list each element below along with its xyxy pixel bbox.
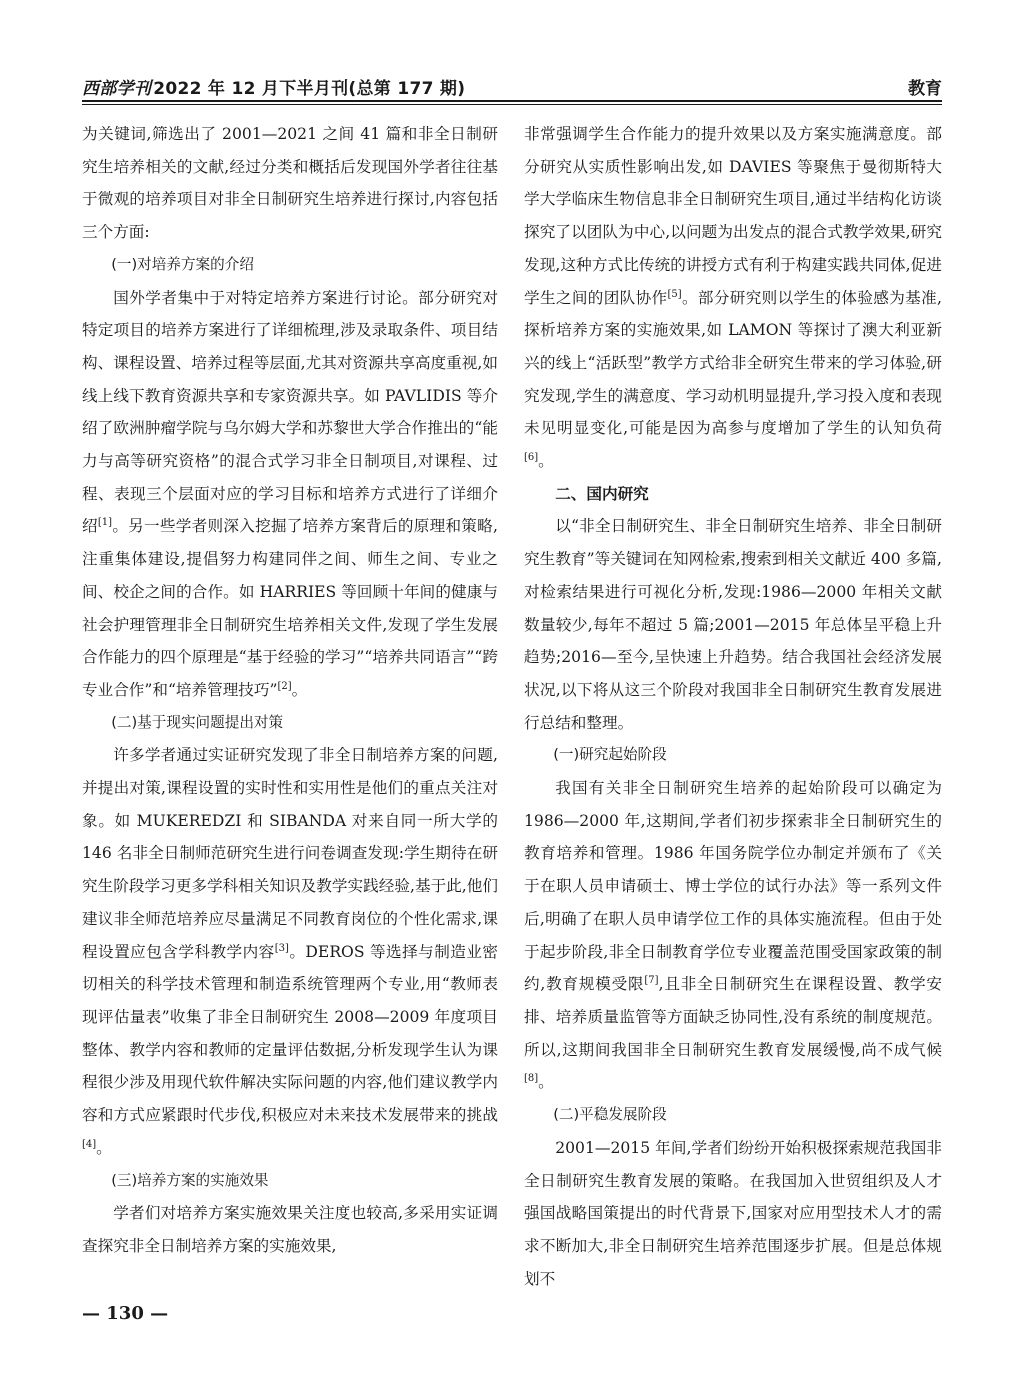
header-rule-thin <box>82 104 942 105</box>
paragraph: 学者们对培养方案实施效果关注度也较高,多采用实证调查探究非全日制培养方案的实施效果, <box>82 1204 498 1255</box>
journal-issue <box>82 74 465 99</box>
paragraph: 许多学者通过实证研究发现了非全日制培养方案的问题,并提出对策,课程设置的实时性和实用性是他们的重点关注对象。如 MUKEREDZI 和 SIBANDA 对来自同一所大学的 146 名非全日制师范研究生进行问卷调查发现:学生期待在研究生阶段学习更多学科相关知识及教学实践经验,基于此,他们建议非全师范培养应尽量满足不同教育岗位的个性化需求,课程设置应包含学科教学内容[3]。DEROS 等选择与制造业密切相关的科学技术管理和制造系统管理两个专业,用“教师表现评估量表”收集了非全日制研究生 2008—2009 年度项目整体、教学内容和教师的定量评估数据,分析发现学生认为课程很少涉及用现代软件解决实际问题的内容,他们建议教学内容和方式应紧跟时代步伐,积极应对未来技术发展带来的挑战[4]。 <box>82 746 498 1157</box>
page-number: — 130 — <box>82 1303 169 1324</box>
paragraph: 2001—2015 年间,学者们纷纷开始积极探索规范我国非全日制研究生教育发展的策略。在我国加入世贸组织及人才强国战略国策提出的时代背景下,国家对应用型技术人才的需求不断加大,非全日制研究生培养范围逐步扩展。但是总体规划不 <box>524 1138 942 1288</box>
paragraph: 非常强调学生合作能力的提升效果以及方案实施满意度。部分研究从实质性影响出发,如 DAVIES 等聚焦于曼彻斯特大学大学临床生物信息非全日制研究生项目,通过半结构化访谈探究了以团队为中心,以问题为出发点的混合式教学效果,研究发现,这种方式比传统的讲授方式有利于构建实践共同体,促进学生之间的团队协作[5]。部分研究则以学生的体验感为基准,探析培养方案的实施效果,如 LAMON 等探讨了澳大利亚新兴的线上“活跃型”教学方式给非全研究生带来的学习体验,研究发现,学生的满意度、学习动机明显提升,学习投入度和表现未见明显变化,可能是因为高参与度增加了学生的认知负荷[6]。 <box>524 125 942 471</box>
citation: [6] <box>524 451 539 463</box>
header-rule <box>82 100 942 102</box>
section-heading: 二、国内研究 <box>555 484 649 503</box>
subheading: (二)平稳发展阶段 <box>553 1106 667 1124</box>
subheading: (二)基于现实问题提出对策 <box>111 713 284 731</box>
paragraph: 为关键词,筛选出了 2001—2021 之间 41 篇和非全日制研究生培养相关的文献,经过分类和概括后发现国外学者往往基于微观的培养项目对非全日制研究生培养进行探讨,内容包括三个方面: <box>82 125 498 242</box>
right-column <box>524 118 942 1295</box>
paragraph: 以“非全日制研究生、非全日制研究生培养、非全日制研究生教育”等关键词在知网检索,搜索到相关文献近 400 多篇,对检索结果进行可视化分析,发现:1986—2000 年相关文献数量较少,每年不超过 5 篇;2001—2015 年总体呈平稳上升趋势;2016—至今,呈快速上升趋势。结合我国社会经济发展状况,以下将从这三个阶段对我国非全日制研究生教育发展进行总结和整理。 <box>524 517 942 732</box>
issue-text: 2022 年 12 月下半月刊(总第 177 期) <box>153 79 466 99</box>
citation: [3] <box>274 942 289 954</box>
subheading: (一)研究起始阶段 <box>553 746 667 764</box>
paragraph: 我国有关非全日制研究生培养的起始阶段可以确定为 1986—2000 年,这期间,学者们初步探索非全日制研究生的教育培养和管理。1986 年国务院学位办制定并颁布了《关于在职人员申请硕士、博士学位的试行办法》等一系列文件后,明确了在职人员申请学位工作的具体实施流程。但由于处于起步阶段,非全日制教育学位专业覆盖范围受国家政策的制约,教育规模受限[7],且非全日制研究生在课程设置、教学安排、培养质量监管等方面缺乏协同性,没有系统的制度规范。所以,这期间我国非全日制研究生教育发展缓慢,尚不成气候[8]。 <box>524 779 942 1092</box>
citation: [1] <box>97 517 113 529</box>
citation: [5] <box>667 288 682 300</box>
citation: [7] <box>644 975 659 987</box>
running-header <box>82 72 942 102</box>
section-name: 教育 <box>908 79 942 99</box>
subheading: (三)培养方案的实施效果 <box>111 1171 269 1189</box>
paragraph: 国外学者集中于对特定培养方案进行讨论。部分研究对特定项目的培养方案进行了详细梳理,涉及录取条件、项目结构、课程设置、培养过程等层面,尤其对资源共享高度重视,如线上线下教育资源共享和专家资源共享。如 PAVLIDIS 等介绍了欧洲肿瘤学院与乌尔姆大学和苏黎世大学合作推出的“能力与高等研究资格”的混合式学习非全日制项目,对课程、过程、表现三个层面对应的学习目标和培养方式进行了详细介绍[1]。另一些学者则深入挖掘了培养方案背后的原理和策略,注重集体建设,提倡努力构建同伴之间、师生之间、专业之间、校企之间的合作。如 HARRIES 等回顾十年间的健康与社会护理管理非全日制研究生培养相关文件,发现了学生发展合作能力的四个原理是“基于经验的学习”“培养共同语言”“跨专业合作”和“培养管理技巧”[2]。 <box>82 288 498 699</box>
citation: [4] <box>82 1138 97 1150</box>
journal-logo: 西部学刊 <box>82 79 152 99</box>
subheading: (一)对培养方案的介绍 <box>111 255 254 273</box>
left-column <box>82 118 498 1263</box>
citation: [2] <box>277 680 292 692</box>
citation: [8] <box>524 1073 539 1085</box>
